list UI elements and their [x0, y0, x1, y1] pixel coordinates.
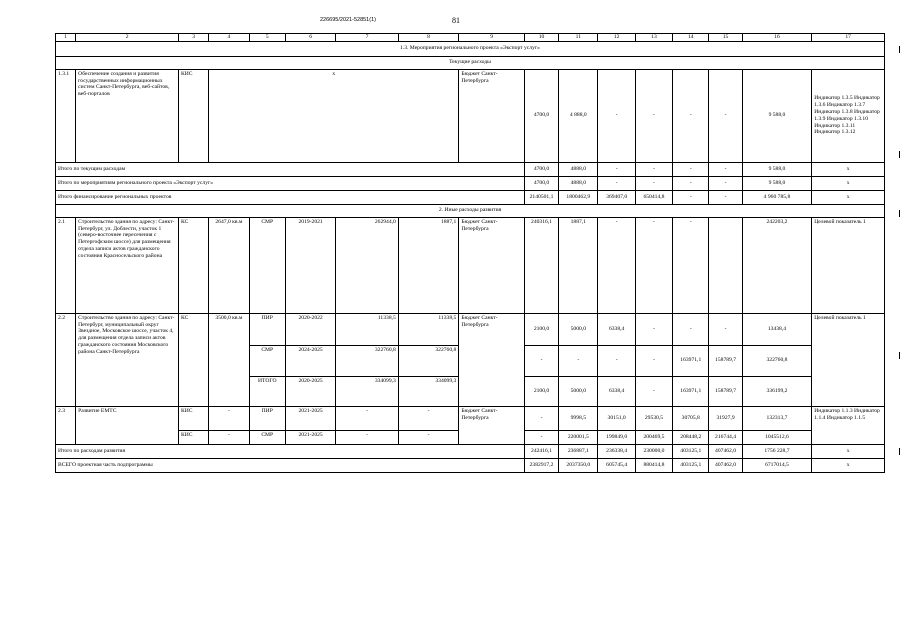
- column-number: 14: [673, 34, 709, 42]
- value-cell: -: [673, 176, 709, 190]
- value-cell: 334099,3: [398, 376, 459, 406]
- capacity: -: [209, 430, 249, 444]
- value-cell: 29530,5: [635, 406, 672, 430]
- column-number: 16: [742, 34, 812, 42]
- value-cell: 31927,9: [709, 406, 742, 430]
- table-row: [56, 406, 885, 430]
- indicator-list: Индикатор 1.1.3 Индикатор 1.1.4 Индикатор 1.1.5: [812, 406, 885, 444]
- value-cell: 5000,0: [559, 376, 598, 406]
- funding-source: Бюджет Санкт-Петербурга: [459, 313, 525, 406]
- value-cell: 2100,0: [524, 313, 558, 345]
- section-heading-row: [56, 204, 885, 217]
- value-cell: -: [598, 345, 635, 376]
- value-cell: 163971,1: [673, 345, 709, 376]
- funding-source: Бюджет Санкт-Петербурга: [459, 406, 525, 444]
- value-cell: x: [812, 176, 885, 190]
- value-cell: -: [635, 162, 672, 176]
- column-number: 6: [285, 34, 335, 42]
- measure-type: КИС: [179, 406, 209, 430]
- column-number: 8: [398, 34, 459, 42]
- margin-mark: [899, 352, 900, 359]
- indicator-list: Целевой показатель 1: [812, 217, 885, 313]
- measure-type: КИС: [179, 69, 209, 162]
- column-number: 10: [524, 34, 558, 42]
- value-cell: 242416,1: [524, 444, 558, 458]
- value-cell: 208448,2: [673, 430, 709, 444]
- value-cell: -: [709, 313, 742, 345]
- total-row: [56, 176, 885, 190]
- value-cell: 216744,4: [709, 430, 742, 444]
- value-cell: 30705,8: [673, 406, 709, 430]
- subsection-title: Текущие расходы: [56, 56, 885, 69]
- value-cell: 2140501,1: [524, 190, 558, 204]
- total-label: Итого по расходам развития: [56, 444, 525, 458]
- value-cell: -: [336, 406, 399, 430]
- measure-type: КИС: [179, 430, 209, 444]
- years: 2020-2025: [285, 376, 335, 406]
- measure-name: Развитие ЕМТС: [76, 406, 179, 444]
- margin-mark: [899, 210, 900, 217]
- indicator-list: Индикатор 1.3.5 Индикатор 1.3.6 Индикатор 1.3.7 Индикатор 1.3.8 Индикатор 1.3.9 Индикатор 1.3.10 Индикатор 1.3.11 Индикатор 1.3.12: [812, 69, 885, 162]
- total-row: [56, 162, 885, 176]
- subsection-heading-row: [56, 56, 885, 69]
- margin-mark: [899, 46, 900, 53]
- value-cell: 4888,0: [559, 162, 598, 176]
- table-row: [56, 313, 885, 345]
- measure-type: КС: [179, 217, 209, 313]
- column-number: 7: [336, 34, 399, 42]
- years: 2019-2021: [285, 217, 335, 313]
- total-label: Итого финансирование региональных проектов: [56, 190, 525, 204]
- total-label: ВСЕГО проектная часть подпрограммы: [56, 458, 525, 472]
- value-cell: -: [635, 217, 672, 313]
- years: 2020-2022: [285, 313, 335, 345]
- value-cell: -: [524, 406, 558, 430]
- value-cell: 158789,7: [709, 376, 742, 406]
- value-cell: 369407,0: [598, 190, 635, 204]
- measure-name: Строительство здания по адресу: Санкт-Петербург, муниципальный округ Звездное, Московское шоссе, участок 4, для размещения отдела записи актов гражданского состояния Московского района Санкт-Петербурга: [76, 313, 179, 406]
- value-cell: -: [598, 176, 635, 190]
- value-cell: 199849,0: [598, 430, 635, 444]
- total-row: [56, 458, 885, 472]
- value-cell: 200469,5: [635, 430, 672, 444]
- row-number: 2.2: [56, 313, 76, 406]
- capacity: 2647,0 кв.м: [209, 217, 249, 313]
- total-row: [56, 190, 885, 204]
- value-cell: -: [709, 162, 742, 176]
- not-applicable-mark: x: [209, 69, 459, 162]
- capacity: 3500,0 кв.м: [209, 313, 249, 406]
- value-cell: 230000,0: [635, 444, 672, 458]
- total-label: Итого по мероприятиям регионального проекта «Экспорт услуг»: [56, 176, 525, 190]
- value-cell: 880414,8: [635, 458, 672, 472]
- funding-source: Бюджет Санкт-Петербурга: [459, 69, 525, 162]
- value-cell: 132313,7: [742, 406, 812, 430]
- value-cell: 30151,0: [598, 406, 635, 430]
- funding-source: Бюджет Санкт-Петербурга: [459, 217, 525, 313]
- measure-name: Обеспечение создания и развития государственных информационных систем Санкт-Петербурга, веб-сайтов, веб-порталов: [76, 69, 179, 162]
- column-number: 11: [559, 34, 598, 42]
- value-cell: 4700,0: [524, 69, 558, 162]
- value-cell: 322760,8: [336, 345, 399, 376]
- value-cell: -: [673, 190, 709, 204]
- value-cell: 1045512,6: [742, 430, 812, 444]
- column-number: 5: [249, 34, 285, 42]
- value-cell: -: [709, 176, 742, 190]
- total-row: [56, 444, 885, 458]
- value-cell: -: [673, 313, 709, 345]
- column-number-row: [56, 34, 885, 42]
- value-cell: 236338,4: [598, 444, 635, 458]
- value-cell: 403125,1: [673, 458, 709, 472]
- value-cell: x: [812, 458, 885, 472]
- value-cell: 1887,1: [559, 217, 598, 313]
- value-cell: 11338,5: [336, 313, 399, 345]
- value-cell: 4888,0: [559, 176, 598, 190]
- value-cell: 6338,4: [598, 376, 635, 406]
- value-cell: 158789,7: [709, 345, 742, 376]
- value-cell: -: [398, 406, 459, 430]
- column-number: 9: [459, 34, 525, 42]
- page-number: 81: [452, 16, 460, 25]
- value-cell: -: [635, 345, 672, 376]
- value-cell: -: [673, 69, 709, 162]
- value-cell: 1756 228,7: [742, 444, 812, 458]
- value-cell: 13438,4: [742, 313, 812, 345]
- value-cell: -: [524, 430, 558, 444]
- table-row: [56, 69, 885, 162]
- row-number: 2.1: [56, 217, 76, 313]
- value-cell: -: [635, 69, 672, 162]
- value-cell: 4700,0: [524, 176, 558, 190]
- value-cell: x: [812, 162, 885, 176]
- value-cell: 2382917,2: [524, 458, 558, 472]
- value-cell: -: [709, 69, 742, 162]
- margin-mark: [899, 151, 900, 158]
- value-cell: 220001,5: [559, 430, 598, 444]
- value-cell: 2037350,0: [559, 458, 598, 472]
- value-cell: 403125,1: [673, 444, 709, 458]
- value-cell: 9 588,0: [742, 176, 812, 190]
- value-cell: 9 588,0: [742, 162, 812, 176]
- value-cell: -: [598, 162, 635, 176]
- section-heading-row: [56, 41, 885, 56]
- value-cell: 163971,1: [673, 376, 709, 406]
- value-cell: 4 888,0: [559, 69, 598, 162]
- value-cell: -: [598, 217, 635, 313]
- value-cell: -: [635, 313, 672, 345]
- capacity: -: [209, 406, 249, 430]
- stage: СМР: [249, 345, 285, 376]
- value-cell: 4700,0: [524, 162, 558, 176]
- value-cell: 322760,8: [742, 345, 812, 376]
- value-cell: -: [524, 345, 558, 376]
- measure-name: Строительство здания по адресу: Санкт-Петербург, ул. Доблести, участок 1 (северо-восточнее пересечения с Петергофским шоссе) для размещения отдела записи актов гражданского состояния Красносельского района: [76, 217, 179, 313]
- total-label: Итого по текущим расходам: [56, 162, 525, 176]
- value-cell: 1887,1: [398, 217, 459, 313]
- value-cell: 322760,8: [398, 345, 459, 376]
- stage: ПИР: [249, 313, 285, 345]
- value-cell: 334099,3: [336, 376, 399, 406]
- value-cell: 11338,5: [398, 313, 459, 345]
- value-cell: -: [635, 376, 672, 406]
- value-cell: 5000,0: [559, 313, 598, 345]
- program-table: [55, 33, 885, 473]
- table-row: [56, 217, 885, 313]
- value-cell: 6717014,5: [742, 458, 812, 472]
- value-cell: 9998,5: [559, 406, 598, 430]
- value-cell: -: [673, 217, 709, 313]
- row-number: 2.3: [56, 406, 76, 444]
- value-cell: [709, 217, 742, 313]
- stage: ПИР: [249, 406, 285, 430]
- column-number: 17: [812, 34, 885, 42]
- stage: СМР: [249, 430, 285, 444]
- value-cell: -: [635, 176, 672, 190]
- indicator-list: Целевой показатель 1: [812, 313, 885, 406]
- column-number: 4: [209, 34, 249, 42]
- stage: СМР: [249, 217, 285, 313]
- margin-mark: [899, 448, 900, 455]
- column-number: 12: [598, 34, 635, 42]
- value-cell: 262944,0: [336, 217, 399, 313]
- section-title: 2. Иные расходы развития: [56, 204, 885, 217]
- row-number: 1.3.1: [56, 69, 76, 162]
- value-cell: 336199,2: [742, 376, 812, 406]
- value-cell: -: [336, 430, 399, 444]
- column-number: 2: [76, 34, 179, 42]
- value-cell: -: [709, 190, 742, 204]
- column-number: 1: [56, 34, 76, 42]
- years: 2021-2025: [285, 430, 335, 444]
- value-cell: x: [812, 444, 885, 458]
- column-number: 3: [179, 34, 209, 42]
- section-title: 1.3. Мероприятия регионального проекта «Экспорт услуг»: [56, 41, 885, 56]
- value-cell: -: [398, 430, 459, 444]
- column-number: 15: [709, 34, 742, 42]
- value-cell: 4 960 785,8: [742, 190, 812, 204]
- value-cell: 6338,4: [598, 313, 635, 345]
- years: 2021-2025: [285, 406, 335, 430]
- value-cell: -: [598, 69, 635, 162]
- value-cell: 407462,0: [709, 444, 742, 458]
- value-cell: -: [673, 162, 709, 176]
- years: 2024-2025: [285, 345, 335, 376]
- value-cell: 240316,1: [524, 217, 558, 313]
- value-cell: 1800462,9: [559, 190, 598, 204]
- value-cell: x: [812, 190, 885, 204]
- value-cell: 407462,0: [709, 458, 742, 472]
- value-cell: 236887,1: [559, 444, 598, 458]
- document-code: 226695/2021-52851(1): [320, 17, 376, 23]
- value-cell: 242203,2: [742, 217, 812, 313]
- value-cell: 2100,0: [524, 376, 558, 406]
- stage: ИТОГО: [249, 376, 285, 406]
- measure-type: КС: [179, 313, 209, 406]
- value-cell: 605745,4: [598, 458, 635, 472]
- value-cell: -: [559, 345, 598, 376]
- value-cell: 650414,8: [635, 190, 672, 204]
- column-number: 13: [635, 34, 672, 42]
- value-cell: 9 588,0: [742, 69, 812, 162]
